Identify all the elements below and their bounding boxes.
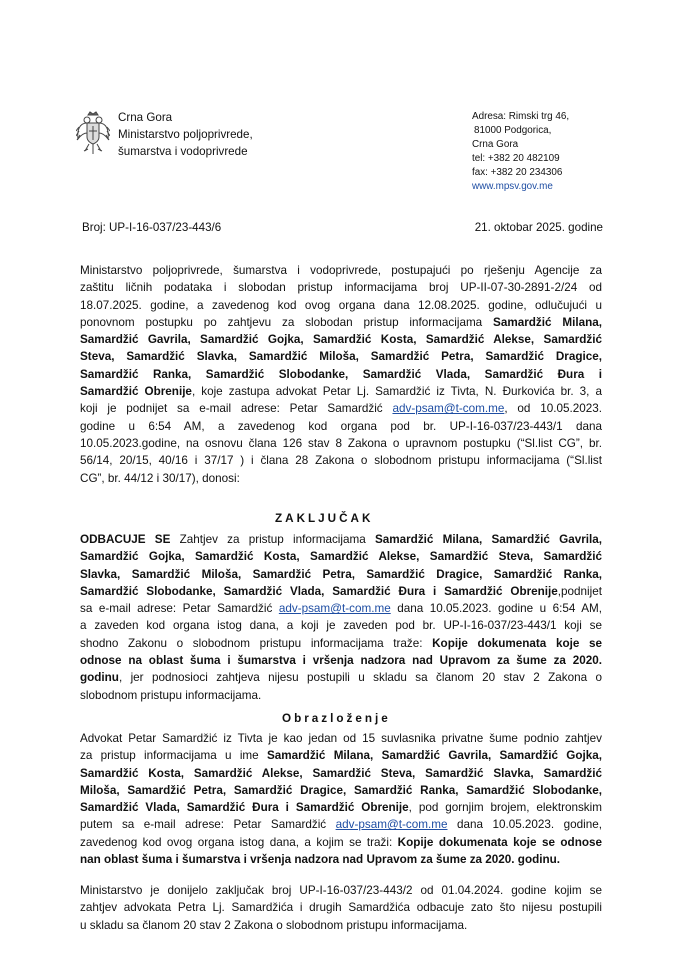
text-line: zavedenog kod ovog organa istog dana, a kojim se traži: Kopije dokumenata koje se odnose (80, 835, 602, 849)
text-line: Slavka, Samardžić Miloša, Samardžić Petra, Samardžić Dragice, Samardžić Ranka, (80, 567, 602, 581)
ministry-name-line2: šumarstva i vodoprivrede (118, 145, 248, 158)
text-line: zahtjev advokata Petra Lj. Samardžića i drugih Samardžića odbacuje zato što nijesu postupili (80, 901, 602, 915)
text-line: 18.07.2025. godine, a zavedenog kod ovog organa dana 12.08.2025. godine, odlučujući u (80, 298, 602, 312)
text-line: nan oblast šuma i šumarstva i vršenja nadzora nad Upravom za šume za 2020. godinu. (80, 853, 560, 867)
text-line: shodno Zakonu o slobodnom pristupu informacijama traže: Kopije dokumenata koje se (80, 636, 602, 650)
country-name: Crna Gora (118, 111, 173, 124)
address-line: Adresa: Rimski trg 46, (472, 111, 570, 122)
text-line: 10.05.2023.godine, na osnovu člana 126 stav 8 Zakona o upravnom postupku (“Sl.list CG”, br. (80, 436, 602, 450)
text-line: Steva, Samardžić Slavka, Samardžić Miloša, Samardžić Petra, Samardžić Dragice, (80, 350, 602, 364)
text-line: zaštitu ličnih podataka i slobodan pristup informacijama broj UP-II-07-30-2891-2/24 od (80, 281, 602, 295)
text-line: Samardžić Ranka, Samardžić Slobodanke, Samardžić Vlada, Samardžić Đura i (80, 367, 602, 381)
website-link[interactable]: www.mpsv.gov.me (472, 181, 553, 192)
address-line: 81000 Podgorica, (474, 125, 552, 136)
reasoning-paragraph (80, 730, 602, 868)
intro-paragraph (80, 262, 602, 487)
text-line: sa e-mail adrese: Petar Samardžić adv-psam@t-com.me dana 10.05.2023. godine u 6:54 AM, (80, 602, 603, 616)
organization-block (118, 109, 253, 160)
email-link[interactable]: adv-psam@t-com.me (392, 402, 505, 416)
text-line: a zaveden kod organa istog dana, a koji je zaveden pod br. UP-I-16-037/23-443/1 koji se (80, 619, 602, 633)
text-line: Samardžić Slobodanke, Samardžić Vlada, Samardžić Đura i Samardžić Obrenije,podnijet (80, 584, 602, 598)
text-line: slobodnom pristupu informacijama. (80, 688, 262, 702)
text-line: Samardžić Kosta, Samardžić Alekse, Samardžić Steva, Samardžić Slavka, Samardžić (80, 766, 602, 780)
text-line: Samardžić Gavrila, Samardžić Gojka, Samardžić Kosta, Samardžić Alekse, Samardžić (80, 333, 602, 347)
email-link[interactable]: adv-psam@t-com.me (335, 818, 448, 832)
text-line: u skladu sa članom 20 stav 2 Zakona o slobodnom pristupu informacijama. (80, 918, 468, 932)
phone-line: tel: +382 20 482109 (472, 153, 560, 164)
text-line: Ministarstvo poljoprivrede, šumarstva i vodoprivrede, postupajući po rješenju Agencije za (80, 264, 602, 277)
reasoning-heading: Obrazloženje (282, 712, 391, 725)
conclusion-paragraph (80, 531, 602, 704)
address-line: Crna Gora (472, 139, 519, 150)
text-line: ponovnom postupku po zahtjevu za slobodan pristup informacijama Samardžić Milana, (80, 315, 602, 329)
conclusion-heading: ZAKLJUČAK (275, 512, 374, 525)
text-line: godine u 6:54 AM, a zavedenog kod organa pod br. UP-I-16-037/23-443/1 dana (80, 419, 602, 433)
text-line: CG”, br. 44/12 i 30/17), donosi: (80, 471, 240, 485)
reference-number: Broj: UP-I-16-037/23-443/6 (82, 221, 222, 234)
text-line: godinu, jer podnosioci zahtjeva nijesu postupili u skladu sa članom 20 stav 2 Zakona o (80, 671, 602, 685)
text-line: ODBACUJE SE Zahtjev za pristup informacijama Samardžić Milana, Samardžić Gavrila, (80, 533, 602, 546)
text-line: 56/14, 20/15, 40/16 i 37/17 ) i člana 28 Zakona o slobodnom pristupu informacijama (“Sl.list (80, 454, 602, 468)
fax-line: fax: +382 20 234306 (472, 167, 563, 178)
email-link[interactable]: adv-psam@t-com.me (278, 602, 391, 616)
text-line: putem sa e-mail adrese: Petar Samardžić adv-psam@t-com.me dana 10.05.2023. godine, (80, 818, 602, 832)
text-line: Advokat Petar Samardžić iz Tivta je kao jedan od 15 suvlasnika privatne šume podnio zahtjev (80, 732, 602, 745)
ministry-name-line1: Ministarstvo poljoprivrede, (118, 128, 253, 141)
text-line: Samardžić Obrenije, koje zastupa advokat Petar Lj. Samardžić iz Tivta, N. Đurkovića br. 3, a (80, 385, 602, 399)
text-line: Ministarstvo je donijelo zaključak broj UP-I-16-037/23-443/2 od 01.04.2024. godine kojim se (80, 884, 602, 897)
text-line: Samardžić Gojka, Samardžić Kosta, Samardžić Alekse, Samardžić Steva, Samardžić (80, 550, 602, 564)
address-block (472, 110, 569, 194)
coat-of-arms-icon (76, 111, 110, 155)
text-line: Samardžić Vlada, Samardžić Đura i Samardžić Obrenije, pod gornjim brojem, elektronskim (80, 801, 602, 815)
text-line: Miloša, Samardžić Petra, Samardžić Dragice, Samardžić Ranka, Samardžić Slobodanke, (80, 783, 602, 797)
reasoning-paragraph-2 (80, 882, 602, 934)
text-line: koji je podnijet sa e-mail adrese: Petar Samardžić adv-psam@t-com.me, od 10.05.2023. (80, 402, 602, 416)
document-date: 21. oktobar 2025. godine (474, 221, 603, 234)
text-line: odnose na oblast šuma i šumarstva i vršenja nadzora nad Upravom za šume za 2020. (80, 654, 602, 668)
text-line: za pristup informacijama u ime Samardžić Milana, Samardžić Gavrila, Samardžić Gojka, (80, 749, 602, 763)
